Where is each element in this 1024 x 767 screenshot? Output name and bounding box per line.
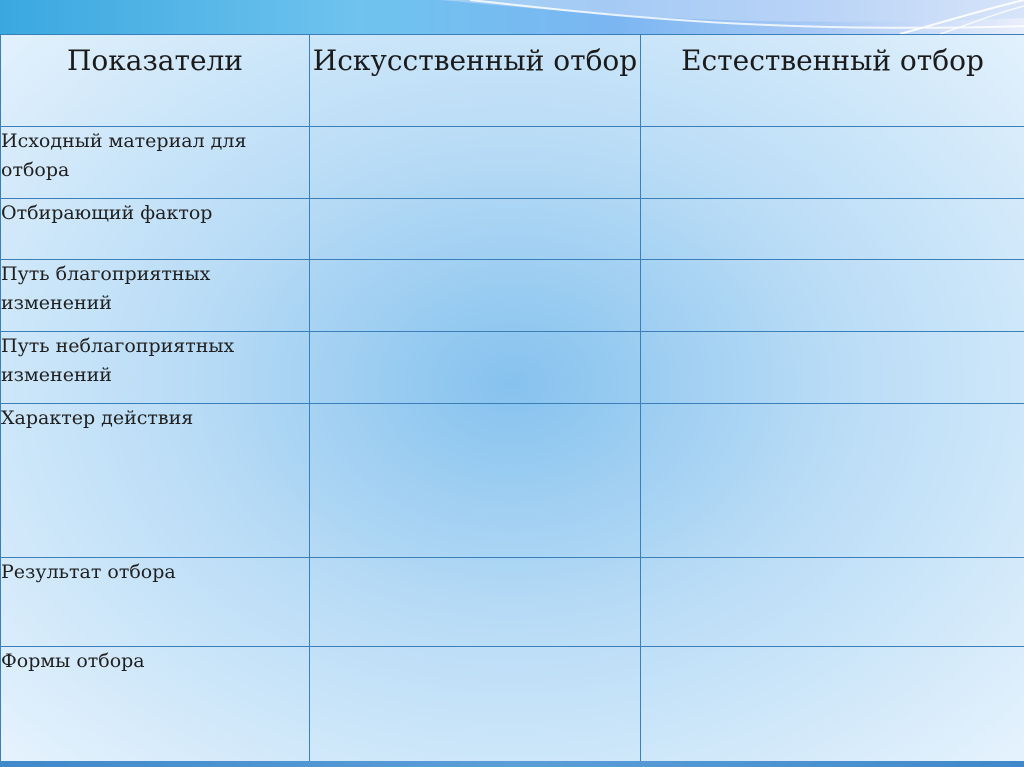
table-row [1, 127, 1024, 199]
header-natural-selection: Естественный отбор [641, 35, 1024, 127]
cell-artificial[interactable] [310, 199, 641, 260]
cell-natural[interactable] [641, 558, 1024, 647]
table-row [1, 332, 1024, 404]
row-label: Исходный материал для отбора [1, 127, 310, 199]
row-label: Формы отбора [1, 647, 310, 762]
cell-artificial[interactable] [310, 647, 641, 762]
row-label: Отбирающий фактор [1, 199, 310, 260]
cell-natural[interactable] [641, 332, 1024, 404]
wave-decoration [0, 0, 1024, 34]
row-label: Путь неблагоприятных изменений [1, 332, 310, 404]
header-artificial-selection: Искусственный отбор [310, 35, 641, 127]
cell-artificial[interactable] [310, 260, 641, 332]
comparison-table [0, 34, 1024, 762]
row-label: Характер действия [1, 404, 310, 558]
header-indicators: Показатели [1, 35, 310, 127]
cell-artificial[interactable] [310, 332, 641, 404]
header-row [1, 35, 1024, 127]
cell-natural[interactable] [641, 199, 1024, 260]
table-row [1, 199, 1024, 260]
cell-artificial[interactable] [310, 558, 641, 647]
top-decorative-band [0, 0, 1024, 34]
row-label: Результат отбора [1, 558, 310, 647]
cell-artificial[interactable] [310, 404, 641, 558]
cell-artificial[interactable] [310, 127, 641, 199]
bottom-decorative-band [0, 761, 1024, 767]
cell-natural[interactable] [641, 127, 1024, 199]
cell-natural[interactable] [641, 404, 1024, 558]
row-label: Путь благоприятных изменений [1, 260, 310, 332]
cell-natural[interactable] [641, 647, 1024, 762]
table-row [1, 260, 1024, 332]
table-row [1, 647, 1024, 762]
table-row [1, 404, 1024, 558]
table-row [1, 558, 1024, 647]
cell-natural[interactable] [641, 260, 1024, 332]
